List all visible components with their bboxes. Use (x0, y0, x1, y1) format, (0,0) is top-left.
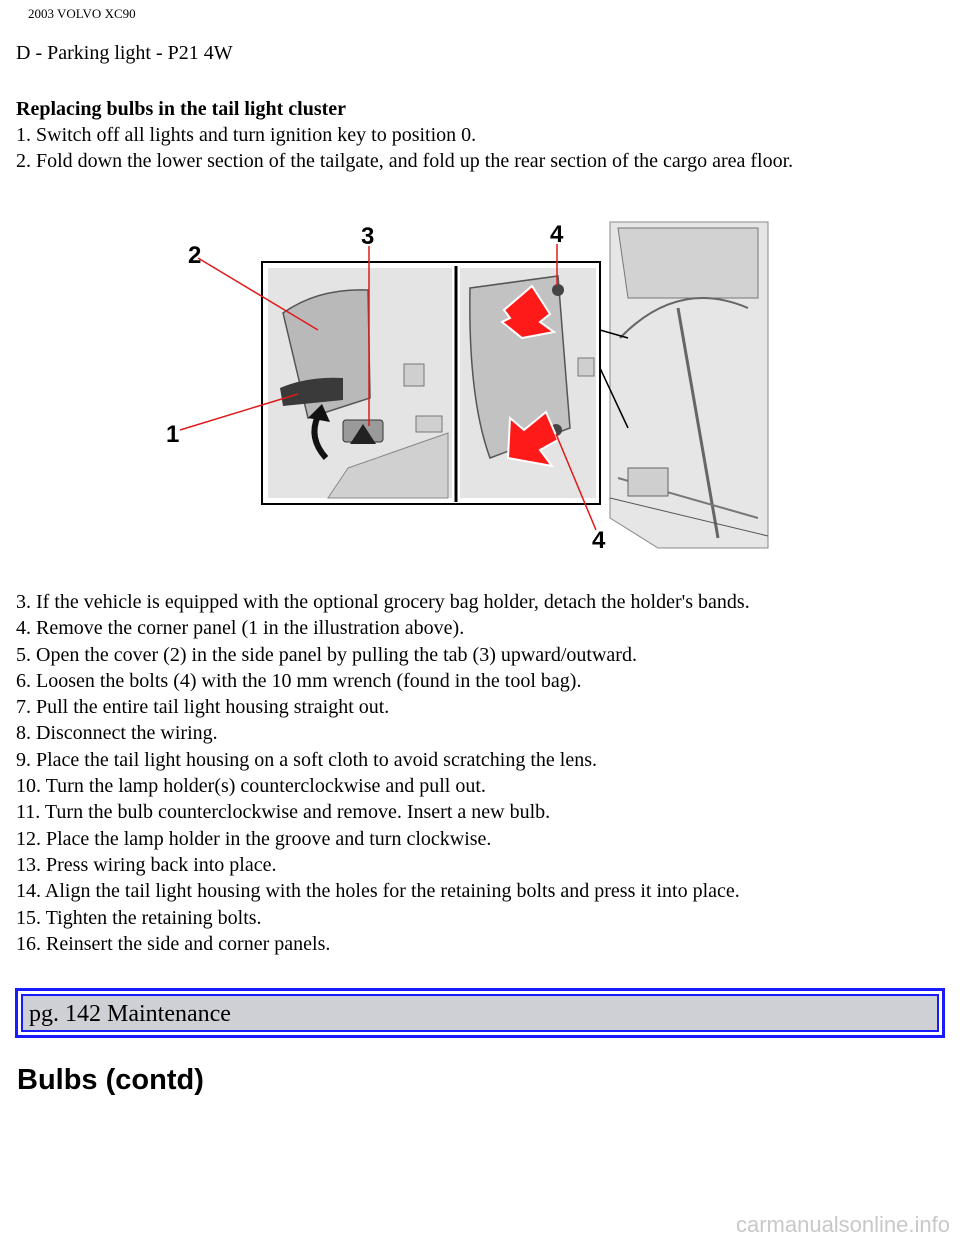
car-rear-drawing (610, 222, 768, 548)
watermark-text: carmanualsonline.info (735, 1212, 950, 1237)
step-7: 7. Pull the entire tail light housing straight out. (16, 696, 390, 719)
step-3: 3. If the vehicle is equipped with the optional grocery bag holder, detach the holder's bands. (16, 591, 750, 613)
panel-left (268, 268, 452, 498)
callout-4-top: 4 (550, 221, 564, 248)
page-bar (15, 988, 945, 1038)
callout-3: 3 (361, 223, 375, 250)
step-14: 14. Align the tail light housing with the holes for the retaining bolts and press it into place. (16, 880, 740, 903)
step-16: 16. Reinsert the side and corner panels. (16, 932, 331, 955)
parking-light-line: D - Parking light - P21 4W (16, 42, 233, 64)
callout-1: 1 (166, 421, 180, 448)
callout-2: 2 (188, 242, 202, 269)
step-9: 9. Place the tail light housing on a soft cloth to avoid scratching the lens. (16, 748, 597, 771)
section-title: Bulbs (contd) (17, 1064, 204, 1096)
callout-4-bottom: 4 (592, 527, 606, 554)
step-8: 8. Disconnect the wiring. (16, 722, 218, 745)
document-header: 2003 VOLVO XC90 (28, 6, 136, 21)
pre-step-1: 1. Switch off all lights and turn ignition key to position 0. (16, 124, 477, 146)
replacing-heading: Replacing bulbs in the tail light cluster (16, 98, 347, 120)
step-12: 12. Place the lamp holder in the groove and turn clockwise. (16, 827, 492, 850)
tail-light-illustration (158, 218, 778, 556)
step-13: 13. Press wiring back into place. (16, 853, 277, 876)
pre-step-2: 2. Fold down the lower section of the tailgate, and fold up the rear section of the cargo area floor. (16, 150, 794, 172)
step-4: 4. Remove the corner panel (1 in the illustration above). (16, 617, 465, 640)
steps-list (16, 589, 750, 957)
step-6: 6. Loosen the bolts (4) with the 10 mm wrench (found in the tool bag). (16, 669, 582, 692)
page-bar-label: pg. 142 Maintenance (21, 994, 939, 1032)
step-10: 10. Turn the lamp holder(s) counterclockwise and pull out. (16, 775, 486, 798)
step-11: 11. Turn the bulb counterclockwise and remove. Insert a new bulb. (16, 801, 551, 824)
step-5: 5. Open the cover (2) in the side panel by pulling the tab (3) upward/outward. (16, 643, 637, 666)
step-15: 15. Tighten the retaining bolts. (16, 906, 262, 929)
